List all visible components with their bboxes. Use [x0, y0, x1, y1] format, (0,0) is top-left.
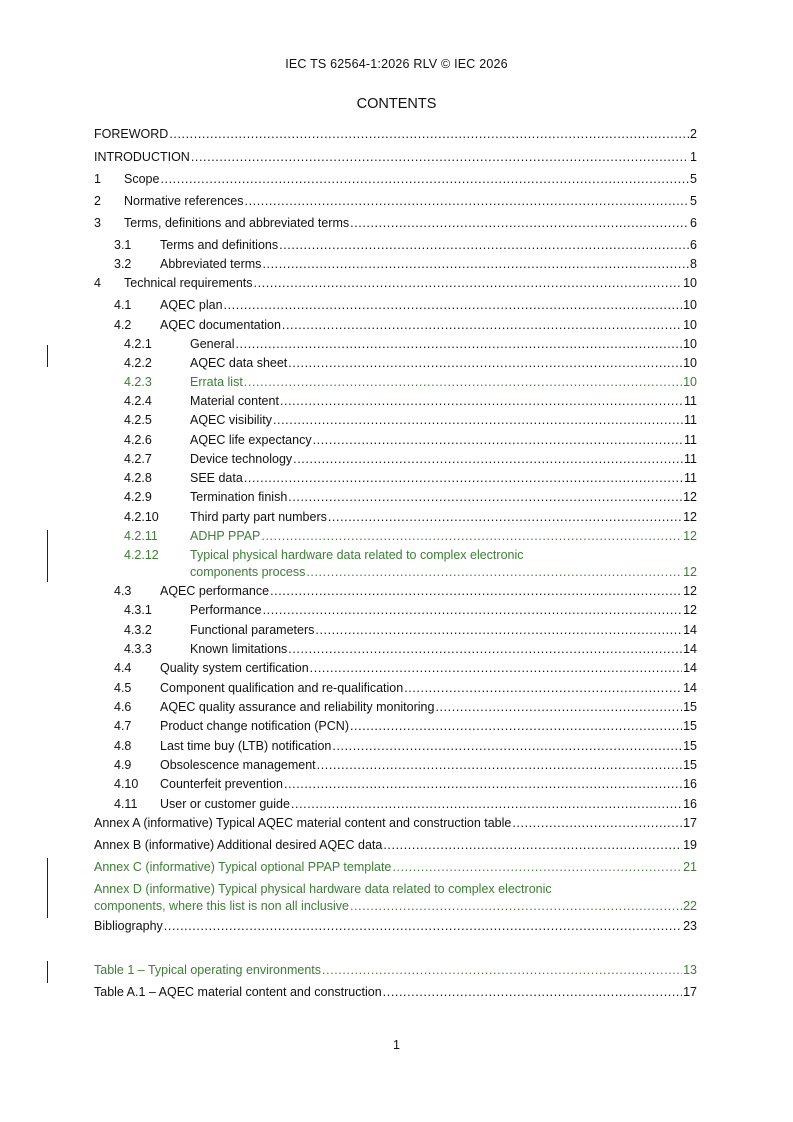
toc-entry-number: 4.3.3: [124, 642, 152, 656]
toc-entry-title: Third party part numbers: [190, 510, 327, 524]
dot-leader: [315, 623, 682, 638]
toc-entry-title: Performance: [190, 603, 262, 617]
toc-entry-page: 14: [683, 623, 697, 637]
dot-leader: [224, 298, 683, 313]
toc-entry-title: ADHP PPAP: [190, 529, 261, 543]
toc-entry-page: 11: [684, 452, 697, 466]
toc-entry-page: 17: [683, 816, 697, 830]
page-number: 1: [393, 1038, 400, 1052]
toc-entry-title: Terms and definitions: [160, 238, 279, 252]
toc-entry-title: Counterfeit prevention: [160, 777, 283, 791]
dot-leader: [235, 337, 682, 352]
toc-entry-title: Termination finish: [190, 490, 288, 504]
toc-entry-page: 15: [683, 719, 697, 733]
toc-entry-title: Abbreviated terms: [160, 257, 262, 271]
toc-entry-title: Functional parameters: [190, 623, 315, 637]
toc-entry-page: 13: [683, 963, 697, 977]
dot-leader: [244, 471, 683, 486]
toc-entry-page: 21: [683, 860, 697, 874]
toc-entry-number: 4.3: [114, 584, 132, 598]
dot-leader: [244, 375, 682, 390]
dot-leader: [262, 257, 689, 272]
toc-entry-page: 6: [690, 238, 697, 252]
toc-entry-page: 10: [683, 356, 697, 370]
dot-leader: [392, 860, 682, 875]
toc-entry-title: Table 1 – Typical operating environments: [94, 963, 321, 977]
dot-leader: [270, 584, 682, 599]
toc-entry-page: 6: [690, 216, 697, 230]
toc-entry-title: Last time buy (LTB) notification: [160, 739, 332, 753]
toc-entry-title: Annex D (informative) Typical physical hardware data related to complex electronic: [94, 882, 552, 896]
toc-entry-number: 4.2.11: [124, 529, 158, 543]
toc-entry-page: 16: [683, 777, 697, 791]
toc-entry-page: 14: [683, 642, 697, 656]
change-bar: [47, 530, 48, 582]
toc-entry-number: 4.2: [114, 318, 132, 332]
toc-entry-title: AQEC documentation: [160, 318, 281, 332]
toc-entry-title: FOREWORD: [94, 127, 169, 141]
change-bar: [47, 858, 48, 918]
toc-entry-title: Quality system certification: [160, 661, 309, 675]
toc-entry-number: 4.2.1: [124, 337, 152, 351]
toc-entry-page: 15: [683, 758, 697, 772]
toc-entry-number: 4.2.3: [124, 375, 152, 389]
toc-entry-number: 4.2.2: [124, 356, 152, 370]
dot-leader: [383, 985, 682, 1000]
toc-entry-page: 10: [683, 298, 697, 312]
toc-entry-page: 15: [683, 700, 697, 714]
dot-leader: [282, 318, 682, 333]
toc-entry-title: General: [190, 337, 235, 351]
dot-leader: [288, 356, 682, 371]
dot-leader: [383, 838, 682, 853]
dot-leader: [169, 127, 689, 142]
toc-entry-page: 11: [684, 433, 697, 447]
toc-entry-page: 14: [683, 681, 697, 695]
toc-entry-page: 5: [690, 172, 697, 186]
toc-entry-number: 4.2.10: [124, 510, 159, 524]
contents-title: CONTENTS: [356, 96, 437, 112]
toc-entry-number: 4.3.2: [124, 623, 152, 637]
toc-entry-title: Device technology: [190, 452, 293, 466]
toc-entry-title: Scope: [124, 172, 160, 186]
toc-entry-title: Annex B (informative) Additional desired AQEC data: [94, 838, 383, 852]
toc-entry-number: 4.6: [114, 700, 132, 714]
dot-leader: [288, 642, 682, 657]
dot-leader: [288, 490, 682, 505]
dot-leader: [350, 899, 682, 914]
dot-leader: [332, 739, 682, 754]
toc-entry-title: Product change notification (PCN): [160, 719, 349, 733]
toc-entry-title: Table A.1 – AQEC material content and construction: [94, 985, 382, 999]
toc-entry-page: 17: [683, 985, 697, 999]
toc-entry-title: AQEC quality assurance and reliability monitoring: [160, 700, 435, 714]
toc-entry-number: 4.2.12: [124, 548, 159, 562]
dot-leader: [279, 238, 689, 253]
toc-entry-page: 22: [683, 899, 697, 913]
toc-entry-number: 4.2.4: [124, 394, 152, 408]
dot-leader: [191, 150, 689, 165]
toc-entry-title: Terms, definitions and abbreviated terms: [124, 216, 350, 230]
change-bar: [47, 345, 48, 367]
dot-leader: [164, 919, 682, 934]
dot-leader: [291, 797, 682, 812]
dot-leader: [328, 510, 682, 525]
toc-entry-title-continued: components process: [190, 565, 306, 579]
dot-leader: [322, 963, 682, 978]
dot-leader: [310, 661, 682, 676]
toc-entry-title: Typical physical hardware data related to complex electronic: [190, 548, 524, 562]
toc-entry-number: 4: [94, 276, 101, 290]
toc-entry-number: 4.2.9: [124, 490, 152, 504]
toc-entry-page: 11: [684, 394, 697, 408]
toc-entry-number: 4.1: [114, 298, 132, 312]
toc-entry-number: 3: [94, 216, 101, 230]
toc-entry-title: AQEC plan: [160, 298, 223, 312]
toc-entry-title: Annex C (informative) Typical optional PPAP template: [94, 860, 392, 874]
toc-entry-page: 11: [684, 413, 697, 427]
toc-entry-page: 10: [683, 318, 697, 332]
dot-leader: [245, 194, 690, 209]
toc-entry-title: INTRODUCTION: [94, 150, 190, 164]
toc-entry-number: 3.2: [114, 257, 132, 271]
toc-entry-number: 4.2.7: [124, 452, 152, 466]
dot-leader: [261, 529, 682, 544]
toc-entry-page: 19: [683, 838, 697, 852]
toc-entry-number: 4.2.5: [124, 413, 152, 427]
toc-entry-page: 16: [683, 797, 697, 811]
toc-entry-number: 4.10: [114, 777, 139, 791]
toc-entry-page: 1: [690, 150, 697, 164]
toc-entry-number: 4.2.8: [124, 471, 152, 485]
toc-entry-page: 12: [683, 603, 697, 617]
toc-entry-number: 4.8: [114, 739, 132, 753]
toc-entry-page: 10: [683, 337, 697, 351]
toc-entry-number: 4.11: [114, 797, 138, 811]
dot-leader: [313, 433, 683, 448]
toc-entry-title: AQEC life expectancy: [190, 433, 312, 447]
dot-leader: [350, 719, 682, 734]
toc-entry-page: 14: [683, 661, 697, 675]
toc-entry-title: Annex A (informative) Typical AQEC material content and construction table: [94, 816, 512, 830]
toc-entry-title: Bibliography: [94, 919, 163, 933]
toc-entry-title: AQEC visibility: [190, 413, 272, 427]
toc-entry-page: 12: [683, 529, 697, 543]
toc-entry-page: 2: [690, 127, 697, 141]
toc-entry-number: 2: [94, 194, 101, 208]
toc-entry-title: AQEC performance: [160, 584, 270, 598]
toc-entry-title: Known limitations: [190, 642, 288, 656]
toc-entry-title: Errata list: [190, 375, 243, 389]
toc-entry-number: 4.9: [114, 758, 132, 772]
toc-entry-title: User or customer guide: [160, 797, 290, 811]
dot-leader: [512, 816, 682, 831]
toc-entry-number: 4.4: [114, 661, 132, 675]
toc-entry-page: 5: [690, 194, 697, 208]
dot-leader: [306, 565, 682, 580]
dot-leader: [317, 758, 682, 773]
toc-entry-page: 10: [683, 375, 697, 389]
dot-leader: [404, 681, 682, 696]
toc-entry-title: SEE data: [190, 471, 243, 485]
toc-entry-number: 4.2.6: [124, 433, 152, 447]
toc-entry-number: 4.5: [114, 681, 132, 695]
dot-leader: [263, 603, 683, 618]
toc-entry-page: 12: [683, 565, 697, 579]
toc-entry-title: AQEC data sheet: [190, 356, 288, 370]
toc-entry-title: Component qualification and re-qualification: [160, 681, 404, 695]
toc-entry-title: Material content: [190, 394, 279, 408]
toc-entry-page: 15: [683, 739, 697, 753]
toc-entry-title-continued: components, where this list is non all inclusive: [94, 899, 349, 913]
toc-entry-number: 4.7: [114, 719, 132, 733]
toc-entry-page: 12: [683, 510, 697, 524]
toc-entry-page: 10: [683, 276, 697, 290]
toc-entry-number: 1: [94, 172, 101, 186]
toc-entry-page: 8: [690, 257, 697, 271]
document-header: IEC TS 62564-1:2026 RLV © IEC 2026: [285, 57, 508, 71]
toc-entry-number: 3.1: [114, 238, 132, 252]
dot-leader: [280, 394, 683, 409]
toc-entry-page: 12: [683, 490, 697, 504]
toc-entry-title: Technical requirements: [124, 276, 253, 290]
dot-leader: [293, 452, 683, 467]
dot-leader: [350, 216, 689, 231]
dot-leader: [273, 413, 683, 428]
toc-entry-page: 12: [683, 584, 697, 598]
dot-leader: [284, 777, 682, 792]
change-bar: [47, 961, 48, 983]
dot-leader: [435, 700, 682, 715]
dot-leader: [254, 276, 683, 291]
toc-entry-page: 23: [683, 919, 697, 933]
toc-entry-title: Obsolescence management: [160, 758, 316, 772]
toc-entry-number: 4.3.1: [124, 603, 152, 617]
toc-entry-page: 11: [684, 471, 697, 485]
dot-leader: [160, 172, 689, 187]
toc-entry-title: Normative references: [124, 194, 244, 208]
